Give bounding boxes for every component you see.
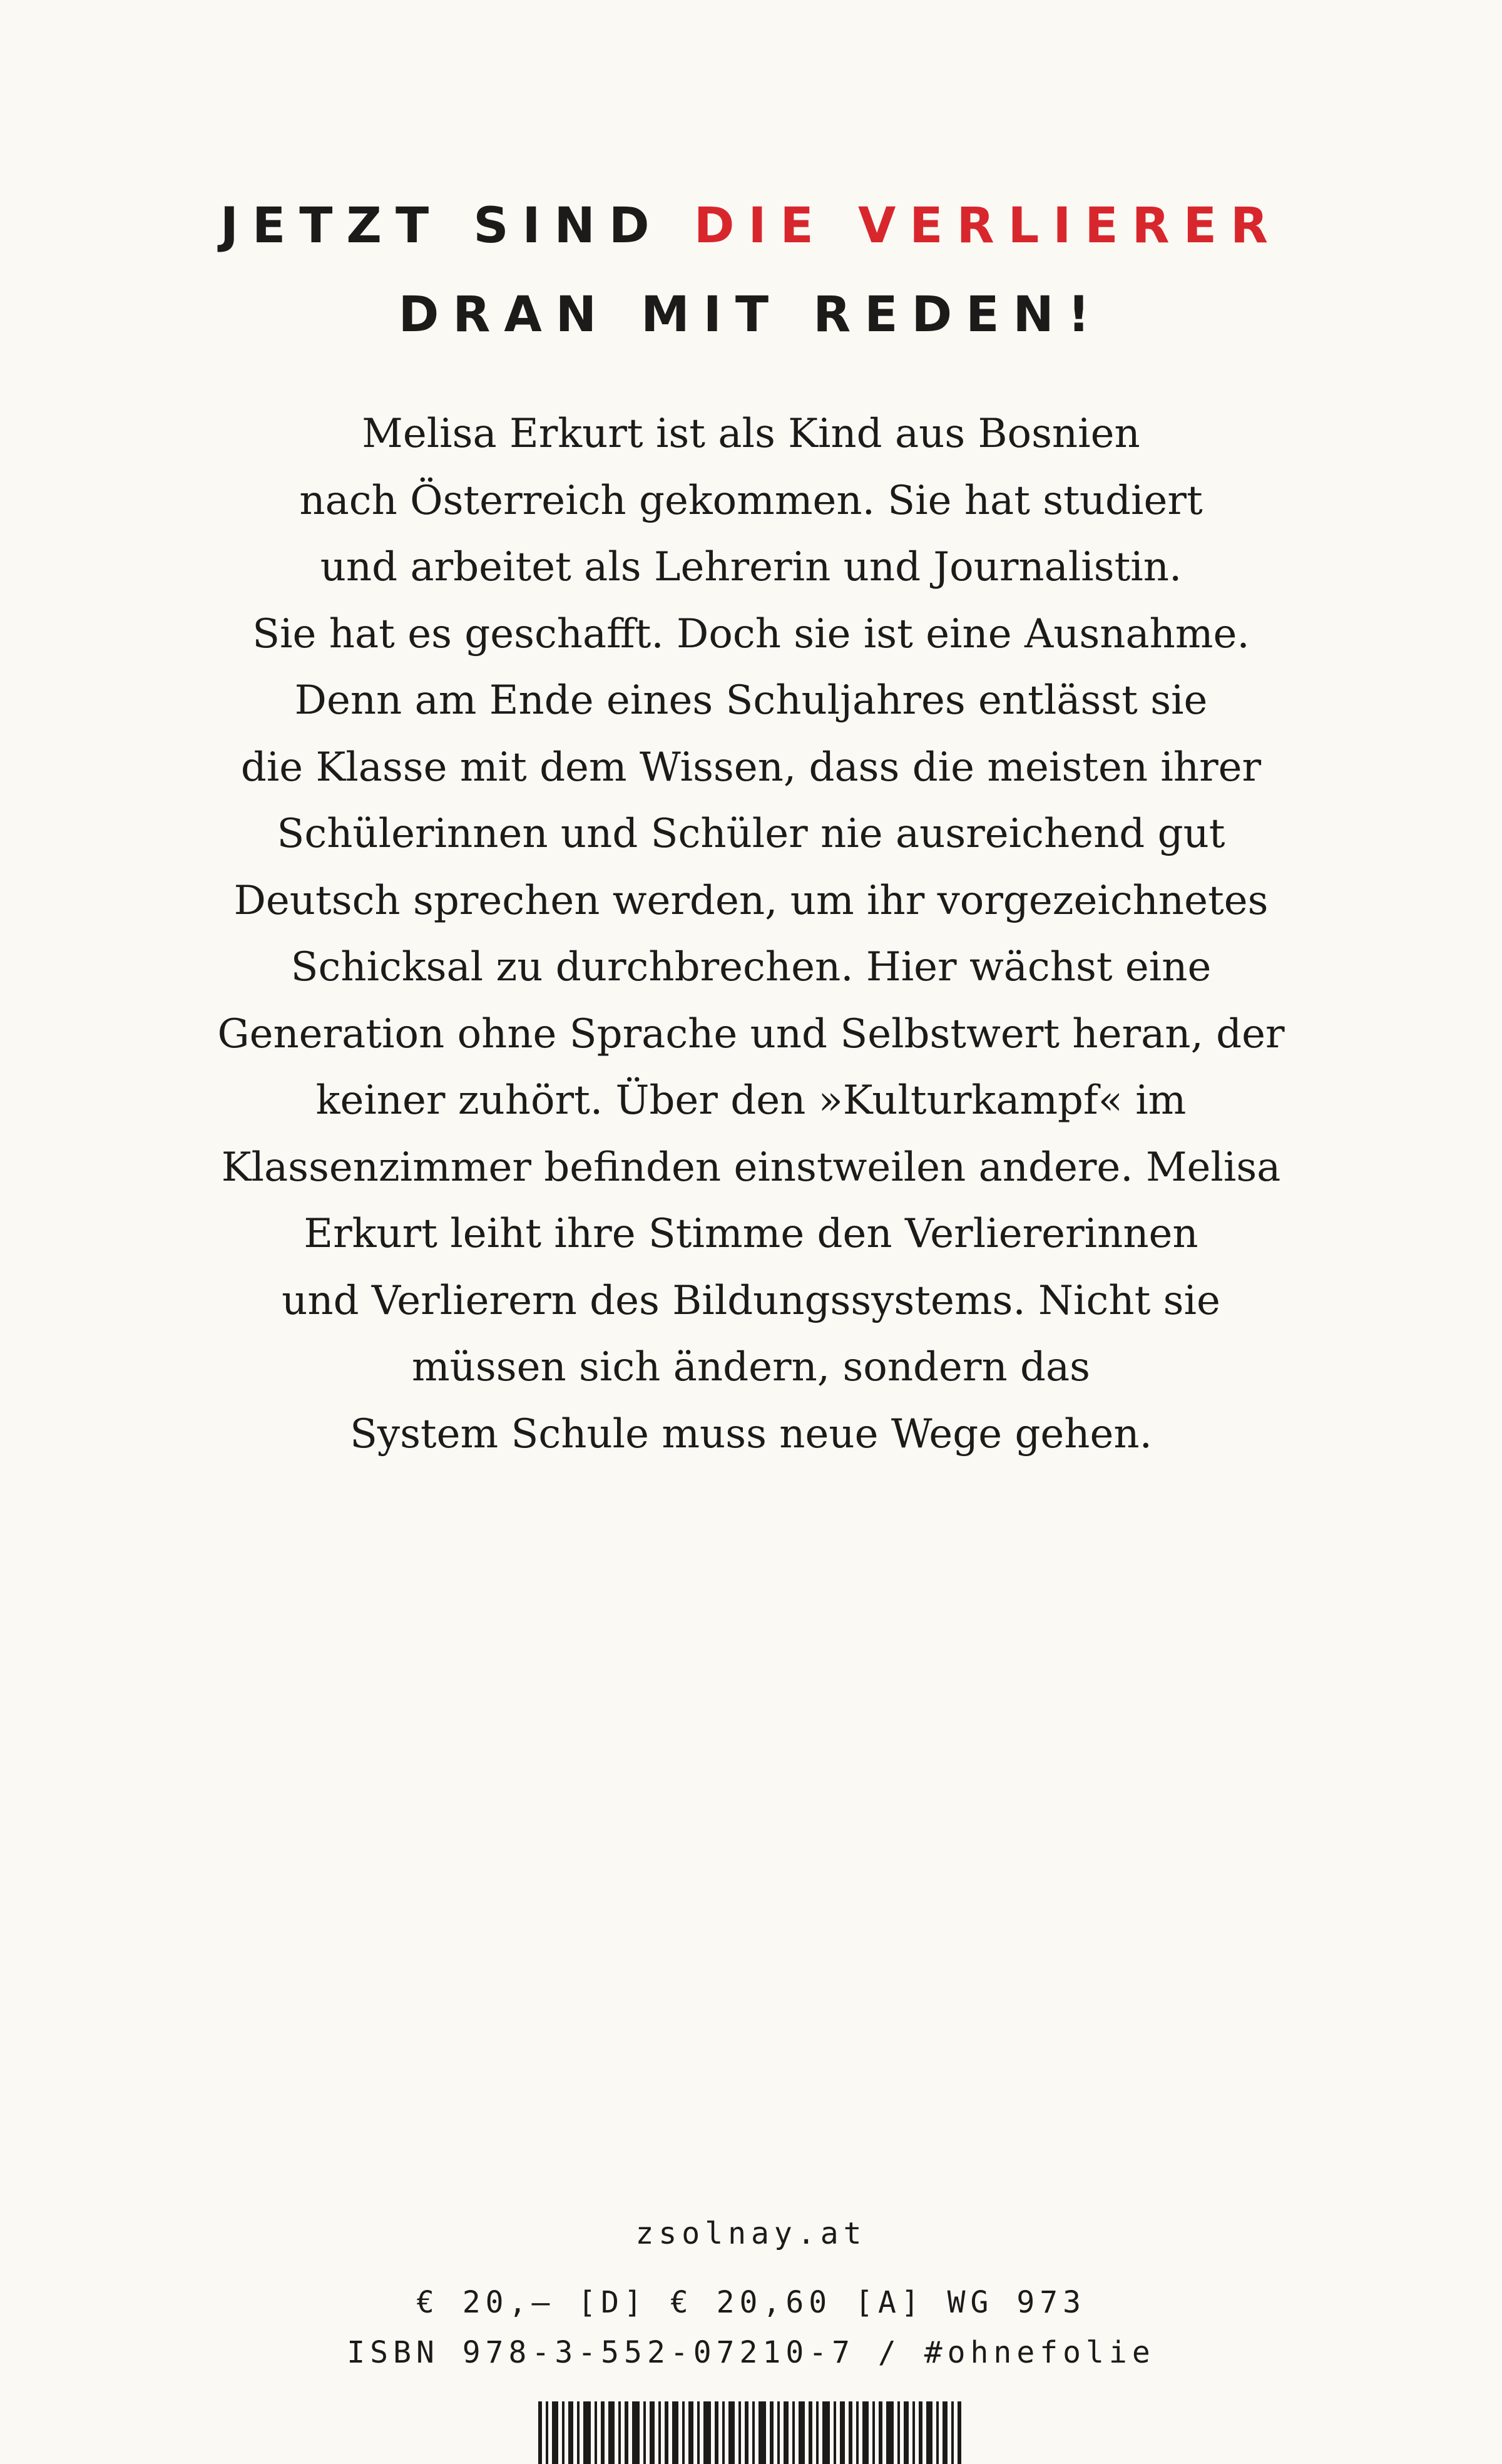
price-line: € 20,– [D] € 20,60 [A] WG 973 [416,2285,1086,2320]
blurb-line: nach Österreich gekommen. Sie hat studiert [299,477,1203,524]
barcode [538,2401,964,2464]
headline-accent: DIE VERLIERER [693,198,1282,254]
publisher-website: zsolnay.at [635,2216,867,2251]
headline-line-1 [0,182,1502,270]
blurb-line: und Verlierern des Bildungssystems. Nicht sie [282,1277,1220,1324]
blurb-line: Melisa Erkurt ist als Kind aus Bosnien [362,411,1140,457]
blurb-line: Generation ohne Sprache und Selbstwert heran, der [217,1010,1285,1057]
isbn-line: ISBN 978-3-552-07210-7 / #ohnefolie [347,2335,1155,2370]
blurb-line: Deutsch sprechen werden, um ihr vorgezeichnetes [233,877,1269,924]
blurb-line: Sie hat es geschafft. Doch sie ist eine Ausnahme. [252,610,1250,657]
blurb-line: Erkurt leiht ihre Stimme den Verliererinnen [304,1211,1198,1257]
blurb-line: Schülerinnen und Schüler nie ausreichend gut [277,811,1225,857]
blurb-line: Schicksal zu durchbrechen. Hier wächst eine [290,944,1212,990]
blurb-line: müssen sich ändern, sondern das [411,1344,1091,1390]
blurb-line: Denn am Ende eines Schuljahres entlässt sie [294,677,1208,724]
headline [0,182,1502,359]
blurb-line: System Schule muss neue Wege gehen. [350,1410,1152,1457]
blurb-line: Klassenzimmer befinden einstweilen andere. Melisa [221,1144,1281,1191]
blurb-text [188,401,1314,1467]
blurb-line: und arbeitet als Lehrerin und Journalistin. [320,544,1182,590]
headline-prefix: JETZT SIND [220,198,663,254]
blurb-line: die Klasse mit dem Wissen, dass die meisten ihrer [240,744,1262,791]
blurb-line: keiner zuhört. Über den »Kulturkampf« im [315,1077,1187,1124]
headline-line-2: DRAN MIT REDEN! [398,287,1104,343]
